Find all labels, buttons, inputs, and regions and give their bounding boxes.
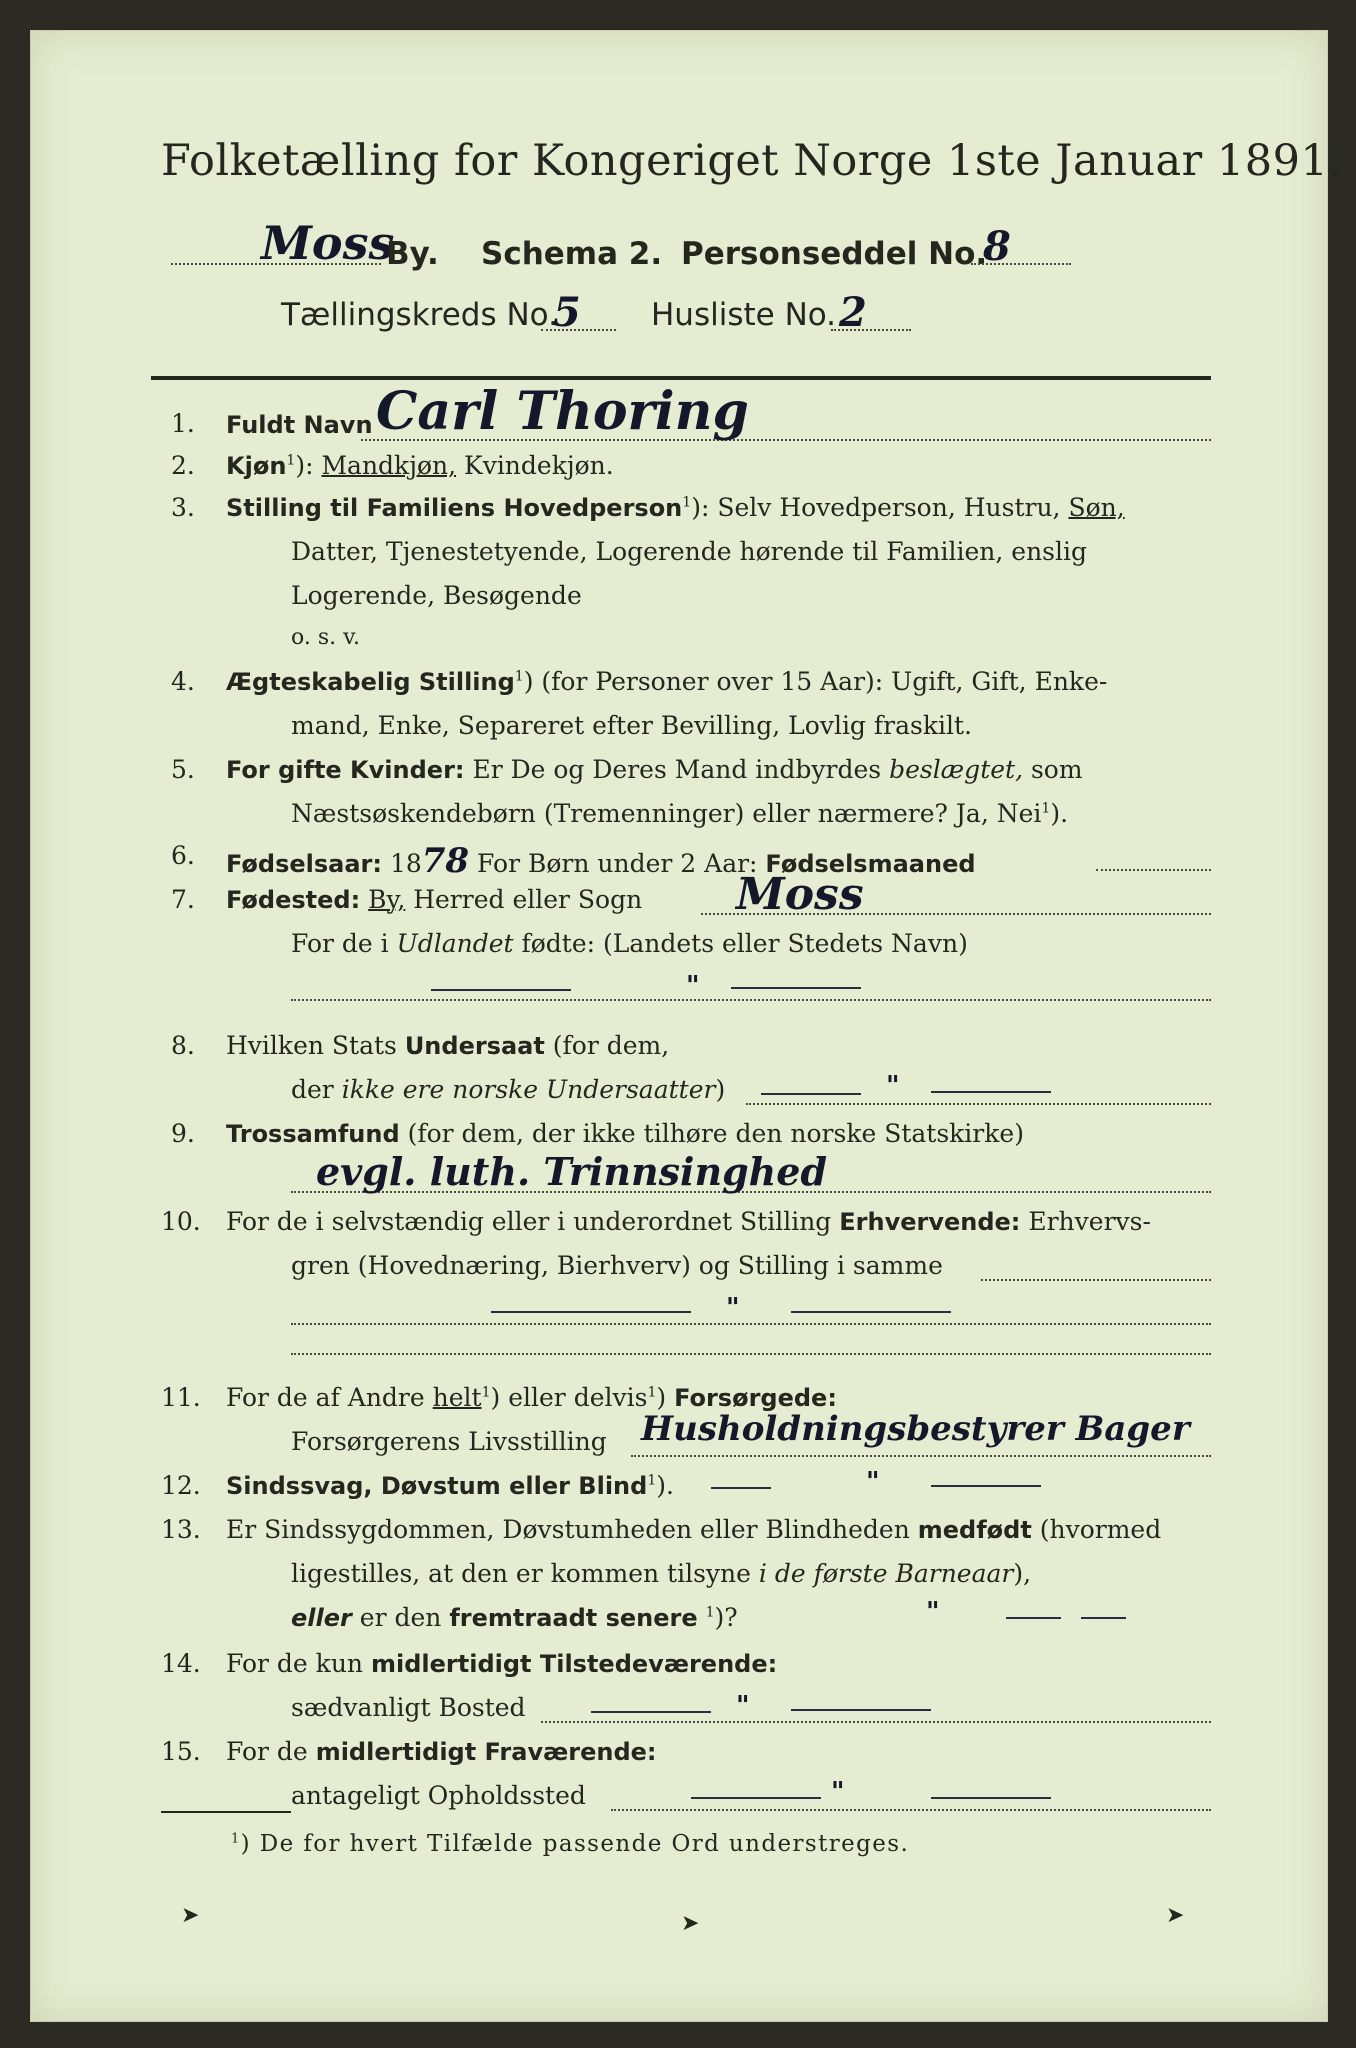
footnote-text: ) De for hvert Tilfælde passende Ord understreges. <box>240 1831 910 1857</box>
q13-line1b: medfødt <box>917 1516 1032 1544</box>
q10-number: 10. <box>161 1207 201 1236</box>
q11-sup: 1 <box>481 1384 491 1401</box>
q10-dash-2 <box>791 1311 951 1313</box>
husliste-number: 2 <box>839 289 867 336</box>
q11-line1a: For de af Andre <box>226 1383 433 1412</box>
q3-line1 <box>226 493 1125 522</box>
q6-year: 78 <box>421 841 470 881</box>
q8-line1c: (for dem, <box>544 1031 670 1060</box>
q7-line2c: fødte: (Landets eller Stedets Navn) <box>513 929 968 958</box>
q11-sup-2: 1 <box>647 1384 657 1401</box>
footnote-rule <box>161 1811 291 1813</box>
q7-number: 7. <box>171 885 195 914</box>
q1-answer-name: Carl Thoring <box>376 381 749 442</box>
q7-line2 <box>291 929 968 958</box>
q13-line3b: er den <box>351 1603 450 1632</box>
q7-dash-2 <box>731 987 861 989</box>
q5-line1b: beslægtet, <box>889 755 1024 784</box>
q2-number: 2. <box>171 451 195 480</box>
q8-line2c: ) <box>715 1075 726 1104</box>
q5-label: For gifte Kvinder: <box>226 756 465 784</box>
q11-number: 11. <box>161 1383 201 1412</box>
registration-mark-right: ➤ <box>1166 1903 1185 1928</box>
q13-ditto: " <box>926 1597 940 1627</box>
kreds-number: 5 <box>553 289 581 336</box>
schema-label: Schema 2. <box>481 236 663 272</box>
q6-dotted-line <box>1096 869 1211 871</box>
q14-line1 <box>226 1649 777 1678</box>
q15-line1a: For de <box>226 1737 316 1766</box>
q7-ditto: " <box>686 971 700 1001</box>
q15-line2: antageligt Opholdssted <box>291 1781 586 1810</box>
q12-number: 12. <box>161 1471 201 1500</box>
q1-number: 1. <box>171 409 195 438</box>
q5-line1 <box>226 755 1083 784</box>
q2-sup: 1 <box>286 452 296 469</box>
q10-line2: gren (Hovednæring, Bierhverv) og Stilling i samme <box>291 1251 943 1280</box>
q14-line1b: midlertidigt Tilstedeværende: <box>370 1650 778 1678</box>
q4-line2: mand, Enke, Separeret efter Bevilling, Lovlig fraskilt. <box>291 711 972 740</box>
q9-rest: (for dem, der ikke tilhøre den norske Statskirke) <box>399 1119 1024 1148</box>
q8-line2b: ikke ere norske Undersaatter <box>341 1075 716 1104</box>
form-title: Folketælling for Kongeriget Norge 1ste Januar 1891. <box>161 136 1343 186</box>
q11-helt: helt <box>432 1383 482 1412</box>
q13-line1 <box>226 1515 1161 1544</box>
q14-ditto: " <box>736 1691 750 1721</box>
q15-dash-1 <box>691 1797 821 1799</box>
q12-sup: 1 <box>647 1472 657 1489</box>
q10-line1a: For de i selvstændig eller i underordnet Stilling <box>226 1207 840 1236</box>
q6-prefix: 18 <box>382 849 422 878</box>
registration-mark-left: ➤ <box>181 1903 200 1928</box>
q14-number: 14. <box>161 1649 201 1678</box>
husliste-label: Husliste No. <box>651 297 837 333</box>
q11-answer-occupation: Husholdningsbestyrer Bager <box>641 1409 1190 1449</box>
q7-line2b: Udlandet <box>396 929 514 958</box>
q3-sup: 1 <box>682 494 692 511</box>
q8-line2a: der <box>291 1075 342 1104</box>
q12-ditto: " <box>866 1467 880 1497</box>
q12-dash-2 <box>931 1485 1041 1487</box>
q2-female: Kvindekjøn. <box>464 451 614 480</box>
q10-ditto: " <box>726 1293 740 1323</box>
q13-line3a: eller <box>291 1604 352 1632</box>
personseddel-label: Personseddel No. <box>681 236 988 272</box>
q13-dash-2 <box>1081 1617 1126 1619</box>
q7-answer-place: Moss <box>736 869 864 920</box>
q5-number: 5. <box>171 755 195 784</box>
q14-dotted-line <box>541 1721 1211 1723</box>
footnote <box>231 1831 909 1857</box>
q11-line1d: Forsørgede: <box>674 1384 837 1412</box>
q12-label: Sindssvag, Døvstum eller Blind <box>226 1472 648 1500</box>
city-label: By. <box>386 236 439 272</box>
q15-number: 15. <box>161 1737 201 1766</box>
q13-line2 <box>291 1559 1031 1588</box>
q13-number: 13. <box>161 1515 201 1544</box>
q3-number: 3. <box>171 493 195 522</box>
q15-dash-2 <box>931 1797 1051 1799</box>
q8-line1a: Hvilken Stats <box>226 1031 405 1060</box>
q13-line3c: fremtraadt senere <box>449 1604 698 1632</box>
q13-dash-1 <box>1006 1617 1061 1619</box>
q14-line2: sædvanligt Bosted <box>291 1693 526 1722</box>
q2-rest: ): <box>295 451 322 480</box>
q10-dotted-line-2 <box>291 1323 1211 1325</box>
q7-by: By, <box>368 885 406 914</box>
q3-label: Stilling til Familiens Hovedperson <box>226 494 683 522</box>
q3-line3: Logerende, Besøgende <box>291 581 582 610</box>
q6-bold2: Fødselsmaaned <box>765 850 976 878</box>
q4-label: Ægteskabelig Stilling <box>226 668 515 696</box>
q5-end: ). <box>1050 799 1069 828</box>
q13-line1c: (hvormed <box>1031 1515 1162 1544</box>
q6-label: Fødselsaar: <box>226 850 382 878</box>
registration-mark-center: ➤ <box>681 1911 700 1936</box>
q10-line1c: Erhvervs- <box>1020 1207 1151 1236</box>
q11-line2: Forsørgerens Livsstilling <box>291 1427 607 1456</box>
q4-sup: 1 <box>514 668 524 685</box>
q8-number: 8. <box>171 1031 195 1060</box>
kreds-label: Tællingskreds No. <box>281 297 558 333</box>
q10-dotted-line-3 <box>291 1353 1211 1355</box>
personseddel-number: 8 <box>983 223 1011 270</box>
q2-label: Kjøn <box>226 452 287 480</box>
q15-line1 <box>226 1737 657 1766</box>
q8-dash-2 <box>931 1091 1051 1093</box>
q10-line1 <box>226 1207 1151 1236</box>
q4-line1 <box>226 667 1107 696</box>
q1-label: Fuldt Navn <box>226 411 373 439</box>
q14-dash-1 <box>591 1711 711 1713</box>
q15-ditto: " <box>831 1777 845 1807</box>
q3-line2: Datter, Tjenestetyende, Logerende hørende til Familien, enslig <box>291 537 1088 566</box>
q9-answer-religion: evgl. luth. Trinnsinghed <box>316 1149 828 1194</box>
q9-number: 9. <box>171 1119 195 1148</box>
q13-line3 <box>291 1603 738 1632</box>
header-rule <box>151 376 1211 380</box>
footnote-sup: 1 <box>231 1831 241 1847</box>
q6-rest: For Børn under 2 Aar: <box>469 849 766 878</box>
q12-dash-1 <box>711 1487 771 1489</box>
q11-line1 <box>226 1383 837 1412</box>
q10-dotted-line <box>981 1279 1211 1281</box>
q13-sup: 1 <box>705 1604 715 1621</box>
q2-male: Mandkjøn, <box>321 451 457 480</box>
q9-label: Trossamfund <box>226 1120 400 1148</box>
q15-line1b: midlertidigt Fraværende: <box>315 1738 657 1766</box>
q7-dash-1 <box>431 989 571 991</box>
q5-line1a: Er De og Deres Mand indbyrdes <box>464 755 890 784</box>
q4-line1-text: ) (for Personer over 15 Aar): Ugift, Gift, Enke- <box>523 667 1108 696</box>
q6-number: 6. <box>171 841 195 870</box>
q5-line2-text: Næstsøskendebørn (Tremenninger) eller nærmere? Ja, Nei <box>291 799 1042 828</box>
q12-line <box>226 1471 674 1500</box>
q8-line1 <box>226 1031 669 1060</box>
q13-line2a: ligestilles, at den er kommen tilsyne <box>291 1559 759 1588</box>
q5-line2 <box>291 799 1068 828</box>
q13-line1a: Er Sindssygdommen, Døvstumheden eller Blindheden <box>226 1515 918 1544</box>
q3-line4: o. s. v. <box>291 625 360 650</box>
q10-line1b: Erhvervende: <box>839 1208 1021 1236</box>
q11-line1c: ) <box>656 1383 675 1412</box>
q7-line2a: For de i <box>291 929 397 958</box>
q7-label: Fødested: <box>226 886 361 914</box>
q2-line <box>226 451 614 480</box>
q3-line1-text: ): Selv Hovedperson, Hustru, <box>691 493 1069 522</box>
q13-line2c: ), <box>1013 1559 1032 1588</box>
q5-sup: 1 <box>1041 800 1051 817</box>
q11-line1b: ) eller delvis <box>490 1383 648 1412</box>
q9-line1 <box>226 1119 1024 1148</box>
city-handwritten: Moss <box>261 216 395 270</box>
q12-end: ). <box>656 1471 674 1500</box>
q13-end: )? <box>714 1603 738 1632</box>
census-form <box>30 30 1343 2022</box>
q11-dotted-line <box>631 1455 1211 1457</box>
q7-rest: Herred eller Sogn <box>405 885 643 914</box>
q8-line2 <box>291 1075 725 1104</box>
q8-line1b: Undersaat <box>404 1032 545 1060</box>
q7-line1 <box>226 885 642 914</box>
q10-dash-1 <box>491 1311 691 1313</box>
q15-dotted-line <box>611 1809 1211 1811</box>
q13-line2b: i de første Barneaar <box>758 1559 1014 1588</box>
q4-number: 4. <box>171 667 195 696</box>
q7-dotted-line-2 <box>291 999 1211 1001</box>
q13-line3d <box>698 1603 706 1632</box>
q5-line1c: som <box>1023 755 1083 784</box>
q8-ditto: " <box>886 1071 900 1101</box>
q8-dash-1 <box>761 1093 861 1095</box>
q14-dash-2 <box>791 1709 931 1711</box>
q8-dotted-line <box>746 1103 1211 1105</box>
q3-son: Søn, <box>1068 493 1125 522</box>
q14-line1a: For de kun <box>226 1649 371 1678</box>
